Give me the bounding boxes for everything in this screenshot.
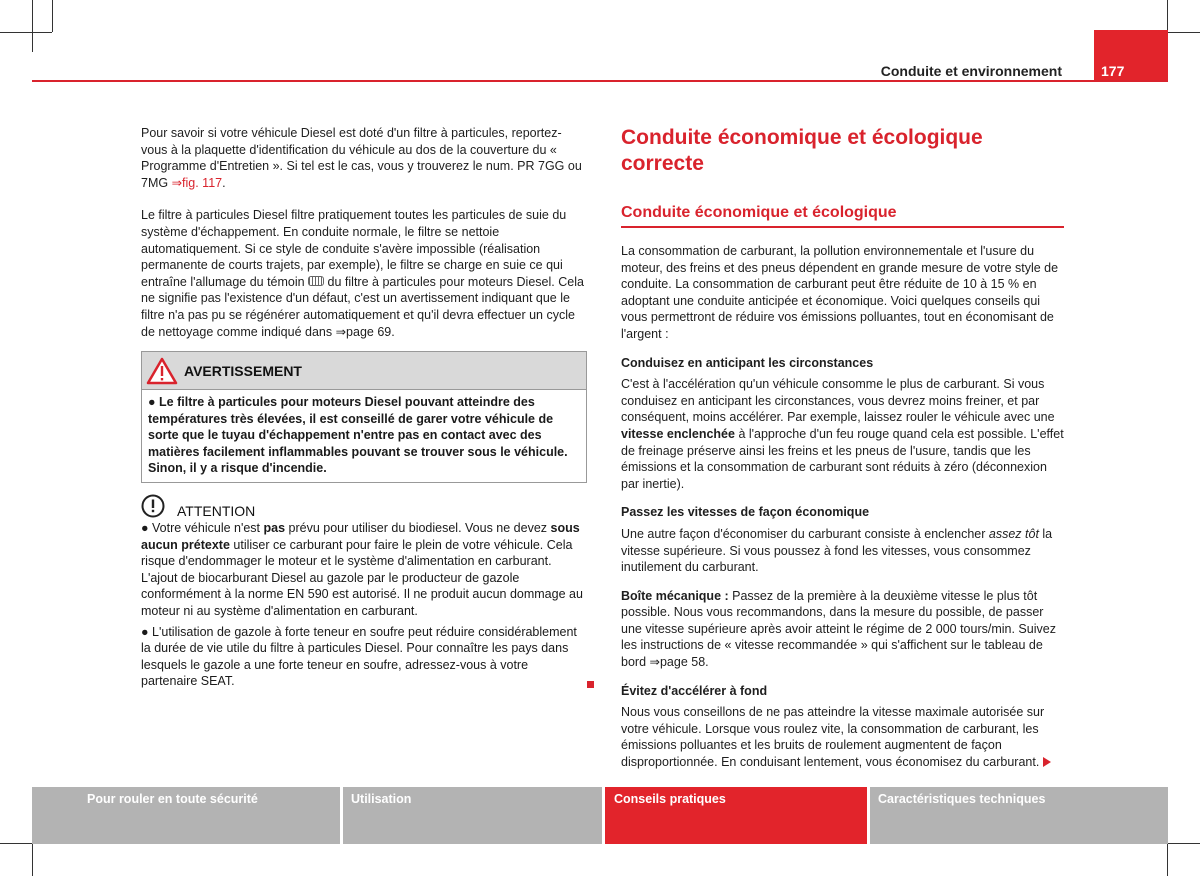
paragraph: Une autre façon d'économiser du carburant consiste à enclencher assez tôt la vitesse supérieure. Si vous poussez à fond les vitesses, vous consommez inutilement du carburant. — [621, 526, 1053, 575]
tab-caracteristiques[interactable]: Caractéristiques techniques — [870, 787, 1168, 844]
section-heading: Conduite économique et écologique — [621, 203, 1064, 228]
warning-triangle-icon — [146, 357, 178, 385]
list-item: ● L'utilisation de gazole à forte teneur en soufre peut réduire considérablement la durée de vie utile du filtre à particules Diesel. Pour connaître les pays dans lesquels le gazole a une forte teneur en soufre, adressez-vous à votre partenaire SEAT. — [141, 624, 577, 689]
paragraph: Pour savoir si votre véhicule Diesel est doté d'un filtre à particules, reportez-vous à la plaquette d'identification du véhicule au dos de la couverture du « Programme d'Entretien ». Si tel est le cas, vous y trouverez le num. PR 7GG ou 7MG ⇒fig. 117. — [141, 126, 582, 190]
crop-mark — [0, 32, 52, 33]
paragraph: C'est à l'accélération qu'un véhicule consomme le plus de carburant. Si vous conduisez en anticipant les circonstances, vous devrez moins freiner, et par conséquent, moins accélérer. Par exemple, laissez rouler le véhicule avec une vitesse enclenchée à l'approche d'un feu rouge quand cela est possible. L'effet de freinage préserve ainsi les freins et les pneus de l'usure, tandis que les émissions et la consommation de carburant sont réduits à zéro (déconnexion par inertie). — [621, 377, 1064, 491]
figure-link[interactable]: ⇒fig. 117 — [171, 175, 223, 190]
paragraph: Boîte mécanique : Passez de la première à la deuxième vitesse le plus tôt possible. Nous vous recommandons, dans la mesure du possible, de passer une vitesse supérieure après avoir atteint le régime de 2 000 tours/min. Suivez les instructions de « vitesse recommandée » qui s'affichent sur le tableau de bord ⇒page 58. — [621, 588, 1056, 670]
list-item: ● Votre véhicule n'est pas prévu pour utiliser du biodiesel. Vous ne devez sous aucun prétexte utiliser ce carburant pour faire le plein de votre véhicule. Cela risque d'endommager le moteur et le système d'alimentation en carburant. L'ajout de biocarburant Diesel au gazole par le producteur de gazole conformément à la norme EN 590 est autorisé. Il ne produit aucun dommage au moteur ni au système d'alimentation en carburant. — [141, 521, 583, 618]
warning-box — [141, 351, 587, 483]
filter-warning-light-icon — [308, 276, 324, 286]
continue-arrow-icon — [1043, 757, 1051, 767]
tab-securite[interactable]: Pour rouler en toute sécurité — [32, 787, 340, 844]
exclamation-circle-icon — [141, 494, 165, 518]
left-column — [141, 125, 585, 340]
warning-title: AVERTISSEMENT — [184, 363, 302, 379]
warning-header — [142, 352, 586, 390]
tab-conseils-pratiques[interactable]: Conseils pratiques — [605, 787, 867, 844]
section-title: Conduite et environnement — [880, 63, 1062, 79]
attention-body — [141, 520, 585, 690]
crop-mark — [52, 0, 53, 32]
page-number: 177 — [1101, 63, 1125, 79]
tab-utilisation[interactable]: Utilisation — [343, 787, 602, 844]
crop-mark — [32, 0, 33, 52]
subheading: Conduisez en anticipant les circonstances — [621, 355, 874, 370]
attention-title: ATTENTION — [177, 503, 256, 519]
chapter-title: Conduite économique et écologique correcte — [621, 126, 983, 175]
paragraph: Nous vous conseillons de ne pas atteindre la vitesse maximale autorisée sur votre véhicule. Lorsque vous roulez vite, la consommation de carburant, les émissions polluantes et les bruits de roulement augmentent de façon disproportionnée. En conduisant lentement, vous économisez du carburant. — [621, 704, 1064, 770]
attention-header — [141, 494, 585, 520]
right-column — [621, 125, 1064, 771]
paragraph: La consommation de carburant, la pollution environnementale et l'usure du moteur, des freins et des pneus dépendent en grande mesure de votre style de conduite. La consommation de carburant peut être réduite de 10 à 15 % en adoptant une conduite anticipée et économique. Voici quelques conseils qui vous permettront de réduire vos émissions polluantes, tout en économisant de l'argent : — [621, 244, 1059, 341]
subheading: Évitez d'accélérer à fond — [621, 683, 768, 698]
paragraph: Le filtre à particules Diesel filtre pratiquement toutes les particules de suie du système d'échappement. En conduite normale, le filtre se nettoie automatiquement. Si ce style de conduite s'avère impossible (réalisation permanente de courts trajets, par exemple), le filtre se charge en suie ce qui entraîne l'allumage du témoin du filtre à particules pour moteurs Diesel. Cela ne signifie pas l'existence d'un défaut, c'est un avertissement indiquant que le filtre n'a pas pu se régénérer automatiquement et qu'il devra effectuer un cycle de nettoyage comme indiqué dans ⇒page 69. — [141, 208, 584, 339]
section-end-marker — [587, 681, 594, 688]
chapter-tabs — [32, 787, 1168, 844]
attention-box — [141, 494, 585, 694]
subheading: Passez les vitesses de façon économique — [621, 505, 870, 520]
warning-text: ● Le filtre à particules pour moteurs Diesel pouvant atteindre des températures très élevées, il est conseillé de garer votre véhicule de sorte que le tuyau d'échappement n'entre pas en contact avec des matières facilement inflammables pouvant se trouver sous le véhicule. Sinon, il y a risque d'incendie. — [148, 395, 568, 476]
header-rule — [32, 80, 1094, 82]
header-rule — [1094, 80, 1168, 82]
